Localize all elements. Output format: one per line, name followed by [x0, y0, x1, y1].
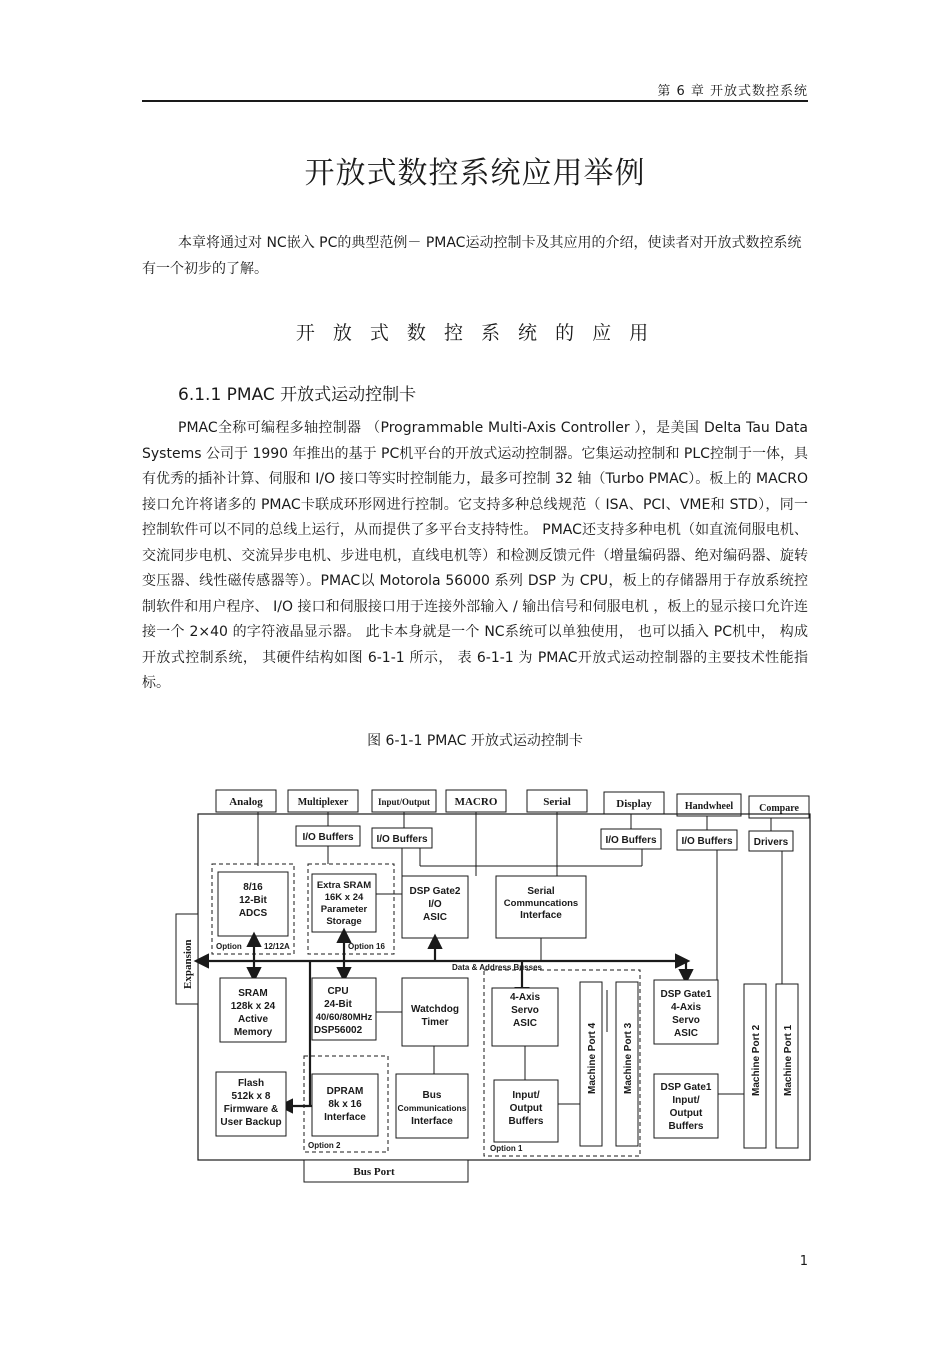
- option-label: Option 16: [348, 942, 385, 951]
- connector-serial: Serial: [543, 796, 571, 808]
- dpram-line: 8k x 16: [328, 1099, 362, 1110]
- sram-line: 128k x 24: [230, 1001, 276, 1012]
- io-out-line: Buffers: [508, 1116, 544, 1127]
- flash-line: 512k x 8: [231, 1091, 271, 1102]
- serial-comm-line: Communcations: [503, 898, 579, 909]
- dpram-line: Interface: [324, 1112, 366, 1123]
- sram-line: Active: [237, 1014, 269, 1025]
- watchdog-line: Timer: [421, 1017, 449, 1028]
- bus-label: Data & Address Busses: [452, 963, 542, 972]
- io-buffers-4: I/O Buffers: [681, 836, 733, 847]
- servo-asic-line: 4-Axis: [509, 992, 541, 1003]
- sram-param-line: 16K x 24: [324, 892, 364, 903]
- machine-port-4: Machine Port 4: [587, 1022, 598, 1094]
- sram-param-line: Extra SRAM: [316, 880, 372, 891]
- flash-line: User Backup: [220, 1117, 282, 1128]
- io-buffers-3: I/O Buffers: [605, 835, 657, 846]
- option-label: Option 2: [308, 1141, 341, 1150]
- serial-comm-line: Interface: [520, 910, 562, 921]
- page-number: 1: [799, 1254, 808, 1269]
- connector-input-output: Input/Output: [377, 797, 431, 807]
- cpu-line: DSP56002: [313, 1025, 363, 1036]
- connector-handwheel: Handwheel: [684, 801, 734, 812]
- flash-line: Flash: [237, 1078, 265, 1089]
- dpram-line: DPRAM: [326, 1086, 364, 1097]
- option-label: Option: [216, 942, 242, 951]
- servo-asic-line: ASIC: [513, 1018, 537, 1029]
- adcs-line: 8/16: [243, 882, 263, 893]
- connector-analog: Analog: [229, 796, 263, 808]
- intro-paragraph: [142, 230, 808, 282]
- adcs-line: 12-Bit: [239, 895, 267, 906]
- sram-param-line: Parameter: [320, 904, 368, 915]
- figure-caption: 图 6-1-1 PMAC 开放式运动控制卡: [367, 733, 583, 749]
- intro-text: 本章将通过对 NC嵌入 PC的典型范例－ PMAC运动控制卡及其应用的介绍，使读者对开放式数控系统有一个初步的了解。: [142, 235, 802, 277]
- connector-multiplexer: Multiplexer: [297, 797, 349, 808]
- bus-comm-line: Interface: [411, 1116, 453, 1127]
- connector-display: Display: [616, 798, 652, 810]
- sram-line: SRAM: [238, 988, 268, 999]
- flash-line: Firmware &: [223, 1104, 279, 1115]
- diagram-svg: [172, 784, 812, 1186]
- body-paragraph: [142, 416, 808, 697]
- dsp-gate1-io-line: Input/: [672, 1095, 700, 1106]
- subsection-title: 6.1.1 PMAC 开放式运动控制卡: [178, 385, 417, 405]
- machine-port-3: Machine Port 3: [623, 1022, 634, 1094]
- dsp-gate1-io-line: DSP Gate1: [660, 1082, 712, 1093]
- page-title: 开放式数控系统应用举例: [304, 156, 646, 191]
- io-out-line: Output: [509, 1103, 543, 1114]
- adcs-line: ADCS: [238, 908, 268, 919]
- running-header: 第 6 章 开放式数控系统: [657, 84, 808, 99]
- watchdog-line: Watchdog: [411, 1004, 459, 1015]
- expansion-label: Expansion: [182, 939, 194, 989]
- bus-comm-line: Communications: [397, 1103, 467, 1113]
- sram-param-line: Storage: [326, 916, 362, 927]
- servo-asic-line: Servo: [511, 1005, 539, 1016]
- io-buffers-2: I/O Buffers: [376, 834, 428, 845]
- body-text: PMAC全称可编程多轴控制器 （Programmable Multi-Axis Controller ），是美国 Delta Tau Data Systems 公司于 1990 年推出的基于 PC机平台的开放式运动控制器。它集运动控制和 PLC控制于一体，具有优秀的插补计算、伺服和 I/O 接口等实时控制能力，最多可控制 32 轴（Turbo PMAC）。板上的 MACRO接口允许将诸多的 PMAC卡联成环形网进行控制。它支持多种总线规范（ ISA、PCI、VME和 STD），同一控制软件可以不同的总线上运行，从而提供了多平台支持特性。 PMAC还支持多种电机（如直流伺服电机、交流同步电机、交流异步电机、步进电机，直线电机等）和检测反馈元件（增量编码器、绝对编码器、旋转变压器、线性磁传感器等）。PMAC以 Motorola 56000 系列 DSP 为 CPU，板上的存储器用于存放系统控制软件和用户程序、 I/O 接口和伺服接口用于连接外部输入 / 输出信号和伺服电机 ，板上的显示接口允许连接一个 2×40 的字符液晶显示器。 此卡本身就是一个 NC系统可以单独使用， 也可以插入 PC机中， 构成开放式控制系统， 其硬件结构如图 6-1-1 所示， 表 6-1-1 为 PMAC开放式运动控制器的主要技术性能指标。: [142, 420, 808, 691]
- connector-macro: MACRO: [454, 796, 498, 808]
- dsp-gate2-line: DSP Gate2: [409, 886, 461, 897]
- io-out-line: Input/: [512, 1090, 540, 1101]
- option-label: 12/12A: [264, 942, 290, 951]
- dsp-gate1-line: DSP Gate1: [660, 989, 712, 1000]
- connector-compare: Compare: [759, 803, 799, 814]
- machine-port-1: Machine Port 1: [783, 1024, 794, 1096]
- pmac-block-diagram: [172, 784, 812, 1186]
- dsp-gate2-line: I/O: [428, 899, 442, 910]
- section-title: 开 放 式 数 控 系 统 的 应 用: [295, 322, 655, 344]
- sram-line: Memory: [233, 1027, 273, 1038]
- header-rule: [142, 100, 808, 102]
- cpu-line: 24-Bit: [324, 999, 352, 1010]
- dsp-gate1-io-line: Output: [669, 1108, 703, 1119]
- dsp-gate1-line: ASIC: [674, 1028, 698, 1039]
- option-label: Option 1: [490, 1144, 523, 1153]
- dsp-gate1-io-line: Buffers: [668, 1121, 704, 1132]
- cpu-line: 40/60/80MHz: [315, 1012, 373, 1023]
- dsp-gate2-line: ASIC: [423, 912, 447, 923]
- machine-port-2: Machine Port 2: [751, 1024, 762, 1096]
- dsp-gate1-line: 4-Axis: [670, 1002, 702, 1013]
- cpu-line: CPU: [327, 986, 349, 997]
- drivers: Drivers: [753, 837, 789, 848]
- bus-comm-line: Bus: [422, 1090, 442, 1101]
- bus-port-label: Bus Port: [353, 1166, 395, 1178]
- serial-comm-line: Serial: [527, 886, 555, 897]
- io-buffers-1: I/O Buffers: [302, 832, 354, 843]
- dsp-gate1-line: Servo: [672, 1015, 700, 1026]
